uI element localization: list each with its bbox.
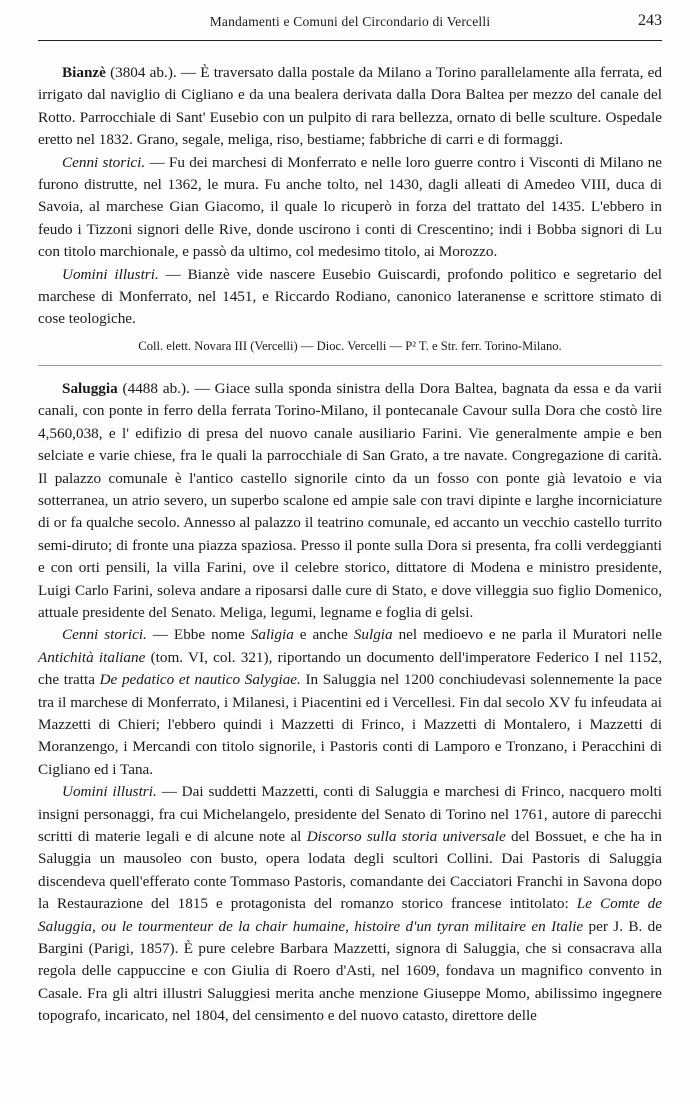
saluggia-uomini-c: per J. B. de Bargini (Parigi, 1857). È pure celebre Barbara Mazzetti, signora di Saluggia, che si consacrava alla regola delle cappuccine e con Giulia di Roero d'Asti, nel 1609, fondava un magnifico convento in Casale. Fra gli altri illustri Saluggiesi merita anche menzione Giuseppe Momo, abilissimo ingegnere topografo, incaricato, nel 1804, del censimento e del nuovo catasto, direttore delle	[38, 917, 662, 1025]
saluggia-cenni-d: (tom. VI, col. 321), riportando un documento dell'imperatore Federico I nel 1152, che tratta	[38, 648, 663, 689]
saluggia-uomini-label: Uomini illustri.	[62, 783, 157, 801]
saluggia-cenni-label: Cenni storici.	[62, 626, 147, 644]
bianze-cenni	[38, 152, 662, 264]
running-title: Mandamenti e Comuni del Circondario di Vercelli	[209, 14, 491, 29]
bianze-uomini-label: Uomini illustri.	[62, 265, 159, 283]
entry-title-saluggia: Saluggia	[62, 379, 118, 397]
saluggia-sulgia: Sulgia	[353, 626, 393, 644]
saluggia-uomini	[38, 781, 662, 1027]
saluggia-cenni	[38, 624, 662, 781]
saluggia-cenni-e: In Saluggia nel 1200 conchiudevasi solennemente la pace tra il marchese di Monferrato, i Milanesi, i Piacentini ed i Vercellesi. Fin dal secolo XV fu infeudata ai Mazzetti di Chieri; l'ebbero quindi i Mazzetti di Frinco, i Mazzetti di Montalero, i Mazzetti di Moranzengo, i Mercandi con titolo signorile, i Pastoris conti di Lamporo e Tronzano, i Peracchini di Cigliano ed i Tana.	[38, 671, 662, 778]
saluggia-cenni-b: e anche	[293, 626, 354, 644]
saluggia-comte: Le Comte de Saluggia, ou le tourmenteur de la chair humaine, histoire d'un tyran militaire en Italie	[38, 895, 662, 935]
section-divider	[38, 365, 662, 366]
saluggia-saligia: Saligia	[250, 626, 294, 644]
entry-title-bianze: Bianzè	[62, 64, 106, 81]
saluggia-cenni-c: nel medioevo e ne parla il Muratori nelle	[392, 626, 662, 644]
main-text	[38, 62, 662, 1028]
saluggia-antichita: Antichità italiane	[38, 648, 146, 666]
bianze-collegio-line: Coll. elett. Novara III (Vercelli) — Dioc. Vercelli — P² T. e Str. ferr. Torino-Milano.	[138, 338, 562, 353]
bianze-intro	[38, 62, 662, 152]
saluggia-uomini-a: — Dai suddetti Mazzetti, conti di Saluggia e marchesi di Frinco, nacquero molti insigni personaggi, fra cui Michelangelo, presidente del Senato di Torino nel 1761, autore di parecchi scritti di materie legali e di alcune note al	[38, 783, 662, 845]
bianze-uomini-text: — Bianzè vide nascere Eusebio Guiscardi, profondo politico e segretario del marchese di Monferrato, nel 1451, e Riccardo Rodiano, canonico lateranense e scrittore stimato di cose teologiche.	[38, 265, 663, 328]
saluggia-cenni-a: — Ebbe nome	[146, 626, 251, 644]
saluggia-discorso: Discorso sulla storia universale	[306, 828, 506, 845]
bianze-uomini	[38, 264, 662, 331]
header-rule	[38, 40, 662, 41]
saluggia-pedatico: De pedatico et nautico Salygiae.	[99, 671, 301, 689]
saluggia-intro-text: (4488 ab.). — Giace sulla sponda sinistra della Dora Baltea, bagnata da essa e da varii canali, con ponte in ferro della ferrata Torino-Milano, il pontecanale Cavour sulla Dora che costò lire 4,560,038, e l' edifizio di presa del nuovo canale ausiliario Farini. Vie generalmente ampie e ben selciate e varie chiese, fra le quali la parrocchiale di San Grato, a tre navate. Congregazione di carità. Il palazzo comunale è l'antico castello signorile cinto da un fosso con ponte già levatoio e via sotterranea, un atrio severo, un superbo scalone ed ampie sale con travi dipinte e larghe incorniciature di or fa qualche secolo. Annesso al palazzo il teatrino comunale, ed accanto un vecchio castello turrito semi-diruto; di fronte una piazza spaziosa. Presso il ponte sulla Dora si presenta, fra colli verdeggianti e con orti pensili, la villa Farini, ove il celebre storico, dittatore di Modena e ministro presidente, Luigi Carlo Farini, soleva andare a riposarsi dalle cure di Stato, e dove villeggia suo figlio Domenico, attuale presidente del Senato. Meliga, legumi, legname e foglia di gelsi.	[38, 379, 662, 621]
page-number: 243	[638, 12, 662, 29]
saluggia-intro	[38, 378, 662, 624]
bianze-cenni-label: Cenni storici.	[62, 153, 146, 171]
bianze-intro-text: (3804 ab.). — È traversato dalla postale da Milano a Torino parallelamente alla ferrata, ed irrigato dal naviglio di Cigliano e da una bealera derivata dalla Dora Baltea per mezzo del canale del Rotto. Parrocchiale di Sant' Eusebio con un pulpito di rara bellezza, ornato di belle sculture. Ospedale eretto nel 1832. Grano, segale, meliga, riso, bestiame; fabbriche di carri e di formaggi.	[38, 64, 662, 149]
running-header	[38, 10, 662, 38]
bianze-cenni-text: — Fu dei marchesi di Monferrato e nelle loro guerre contro i Visconti di Milano ne furono distrutte, nel 1362, le mura. Fu anche tolto, nel 1430, dagli alleati di Amedeo VIII, duca di Savoia, al marchese Gian Giacomo, il quale lo ricuperò in forza del trattato del 1435. L'ebbero in feudo i Tizzoni signori delle Rive, donde uscirono i conti di Crescentino; indi i Bobba signori di Lu con titolo marchionale, e passò da ultimo, col medesimo titolo, ai Morozzo.	[38, 153, 662, 261]
saluggia-uomini-b: del Bossuet, e che ha in Saluggia un mausoleo con busto, opera lodata degli scultori Collini. Dai Pastoris di Saluggia discendeva quell'efferato conte Tommaso Pastoris, comandante dei Cacciatori Franchi in Savona dopo la Restaurazione del 1815 e protagonista del romanzo storico francese intitolato:	[38, 828, 662, 913]
